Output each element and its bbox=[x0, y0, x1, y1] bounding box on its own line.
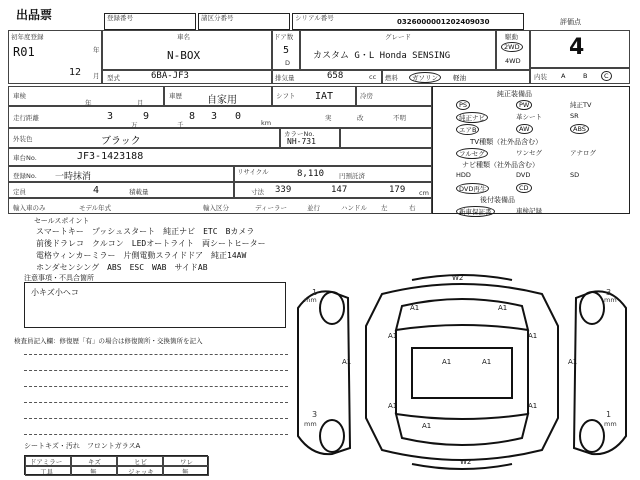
sales-title: セールスポイント bbox=[34, 217, 90, 225]
score-cell bbox=[530, 30, 630, 68]
usage-cell: 車歴 自家用 bbox=[164, 86, 272, 106]
deregistration-status: 一時抹消 bbox=[55, 172, 92, 182]
mileage-digit-5: 0 bbox=[235, 111, 242, 122]
chassis-number: JF3-1423188 bbox=[77, 151, 144, 162]
sales-line-4: ホンダセンシング ABS ESC WAB サイドAB bbox=[36, 263, 208, 272]
extra-item: 車検記録 bbox=[516, 207, 542, 215]
serial-number: 0326000001202409030 bbox=[397, 18, 490, 26]
extra-item: 新車保証書 bbox=[456, 206, 495, 217]
equipment-item: ABS bbox=[570, 124, 589, 134]
header-field-a: 登録番号 bbox=[104, 13, 196, 30]
tv-item: フルセグ bbox=[456, 148, 488, 159]
tv-item: ワンセグ bbox=[516, 149, 542, 157]
grade-header: 評価点 bbox=[560, 18, 581, 26]
lot-number: R01 bbox=[13, 45, 35, 59]
shift-cell: シフト IAT bbox=[272, 86, 356, 106]
notes-box bbox=[24, 282, 286, 328]
condition-table: ドアミラー キズ ヒビ ワレ 工具 無 ジャッキ 無 bbox=[24, 455, 208, 475]
dims-cell: 寸法 339 147 179 cm bbox=[234, 182, 432, 198]
equipment-item: AW bbox=[516, 124, 533, 134]
ac-cell: 冷房 bbox=[356, 86, 432, 106]
inspector-title: 検査員記入欄：修復歴「有」の場合は修復箇所・交換箇所を記入 bbox=[14, 337, 203, 345]
drive-2wd: 2WD bbox=[501, 42, 523, 52]
color-code: NH-731 bbox=[287, 137, 316, 146]
drive-cell: 駆動 2WD 4WD bbox=[496, 30, 530, 70]
mileage-digit-4: 3 bbox=[211, 111, 218, 122]
mileage-status-unknown: 不明 bbox=[393, 114, 406, 122]
model-name: N-BOX bbox=[167, 49, 201, 62]
exterior-color: ブラック bbox=[101, 136, 141, 147]
notes-title: 注意事項・不具合箇所 bbox=[24, 274, 94, 282]
seating-cell: 定員 4 積載量 bbox=[8, 182, 234, 198]
interior-grade: C bbox=[601, 71, 612, 81]
dim-height: 179 bbox=[389, 185, 406, 195]
sales-line-3: 電格ウィンカーミラー 片側電動スライドドア 純正14AW bbox=[36, 251, 247, 260]
nav-item: SD bbox=[570, 171, 580, 179]
damage-mark: W2 bbox=[452, 274, 464, 282]
reg-month: 12 bbox=[69, 67, 82, 78]
fuel-gasoline: ガソリン bbox=[409, 72, 441, 83]
equipment-item: SR bbox=[570, 112, 579, 120]
door-count: 5 bbox=[283, 45, 290, 56]
mileage-digit-3: 8 bbox=[189, 111, 196, 122]
car-outline bbox=[298, 275, 626, 469]
dim-width: 147 bbox=[331, 185, 348, 195]
fuel-cell: 燃料 ガソリン 軽油 bbox=[382, 70, 530, 84]
header-field-c: シリアル番号 0326000001202409030 bbox=[292, 13, 524, 30]
usage-type: 自家用 bbox=[207, 95, 237, 106]
deregistration-cell: 登録No. 一時抹消 bbox=[8, 166, 234, 182]
damage-mark: A1 bbox=[528, 332, 538, 340]
tire-label-front-left: 1 bbox=[312, 288, 318, 297]
damage-mark: A1 bbox=[410, 304, 420, 312]
seat-title: シートキズ・汚れ フロントガラスA bbox=[24, 442, 141, 450]
extra-title: 後付装備品 bbox=[480, 196, 515, 204]
tire-label-rear-left: 3 bbox=[312, 410, 318, 419]
recycle-deposit: 8,110 bbox=[297, 169, 325, 179]
reg-year-cell: 初年度登録 R01 年 12 月 bbox=[8, 30, 102, 84]
tire-label-front-right: 3 bbox=[606, 288, 612, 297]
equipment-item: PS bbox=[456, 100, 470, 110]
tv-title: TV種類（社外品含む） bbox=[470, 138, 543, 146]
header-field-b: 諸区分番号 bbox=[198, 13, 290, 30]
displacement-cell: 排気量 658 cc bbox=[272, 70, 382, 84]
damage-mark: A1 bbox=[422, 422, 432, 430]
color-cell: 外装色 ブラック bbox=[8, 128, 280, 148]
page-title: 出品票 bbox=[16, 8, 53, 22]
nav-item: HDD bbox=[456, 171, 471, 179]
damage-mark: A1 bbox=[482, 358, 492, 366]
type-code: 6BA-JF3 bbox=[151, 71, 189, 81]
damage-mark: A1 bbox=[528, 402, 538, 410]
notes-handwritten: 小キズ小ヘコ bbox=[31, 288, 79, 297]
shift-type: IAT bbox=[315, 91, 334, 102]
grade-name: カスタム G・L Honda SENSING bbox=[313, 51, 451, 61]
damage-mark: A1 bbox=[388, 332, 398, 340]
equipment-item: 革シート bbox=[516, 113, 542, 121]
sales-line-2: 前後ドラレコ クルコン LEDオートライト 両シートヒーター bbox=[36, 239, 266, 248]
equipment-item: 純正ナビ bbox=[456, 112, 488, 123]
car-damage-diagram bbox=[292, 268, 632, 476]
mileage-status-modified: 改 bbox=[357, 114, 364, 122]
damage-mark: A1 bbox=[388, 402, 398, 410]
nav-item: DVD bbox=[516, 171, 531, 179]
sales-line-1: スマートキー プッシュスタート 純正ナビ ETC Bカメラ bbox=[36, 227, 255, 236]
equipment-item: エアB bbox=[456, 124, 479, 135]
color-code-cell: カラーNo. NH-731 bbox=[280, 128, 340, 148]
equipment-item: PW bbox=[516, 100, 532, 110]
damage-mark: A1 bbox=[498, 304, 508, 312]
equipment-item: 純正TV bbox=[570, 101, 592, 109]
type-cell: 型式 6BA-JF3 bbox=[102, 70, 272, 84]
displacement: 658 bbox=[327, 71, 344, 81]
interior-cell: 内装 A B C bbox=[530, 68, 630, 84]
dim-length: 339 bbox=[275, 185, 292, 195]
damage-mark: A1 bbox=[342, 358, 352, 366]
damage-mark: W2 bbox=[460, 458, 472, 466]
nav-title: ナビ種類（社外品含む） bbox=[462, 161, 539, 169]
equipment-panel: 純正装備品 bbox=[432, 86, 630, 214]
model-name-cell: 車名 N-BOX bbox=[102, 30, 272, 70]
mileage-cell: 走行距離 3 9 8 3 0 万 千 km 実 改 不明 bbox=[8, 106, 432, 128]
seating-capacity: 4 bbox=[93, 185, 100, 196]
damage-mark: A1 bbox=[568, 358, 578, 366]
chassis-cell: 車台No. JF3-1423188 bbox=[8, 148, 432, 166]
import-cell: 輸入車のみ モデル年式 輸入区分 ディーラー 並行 ハンドル 左 右 bbox=[8, 198, 432, 214]
tire-label-rear-right: 1 bbox=[606, 410, 612, 419]
evaluation-score: 4 bbox=[569, 35, 585, 60]
inspection-cell: 車検 年 月 bbox=[8, 86, 164, 106]
interior-color-cell bbox=[340, 128, 432, 148]
grade-cell: グレード カスタム G・L Honda SENSING bbox=[300, 30, 496, 70]
damage-mark: A1 bbox=[442, 358, 452, 366]
mileage-status-actual: 実 bbox=[325, 114, 332, 122]
tv-item: アナログ bbox=[570, 149, 596, 157]
mileage-digit-2: 9 bbox=[143, 111, 150, 122]
nav-item: DVD再生 bbox=[456, 183, 489, 194]
drive-4wd: 4WD bbox=[505, 57, 521, 65]
door-cell: ドア数 5 D bbox=[272, 30, 300, 70]
nav-item: CD bbox=[516, 183, 532, 193]
mileage-digit-1: 3 bbox=[107, 111, 114, 122]
recycle-cell: リサイクル 8,110 円預託済 bbox=[234, 166, 432, 182]
